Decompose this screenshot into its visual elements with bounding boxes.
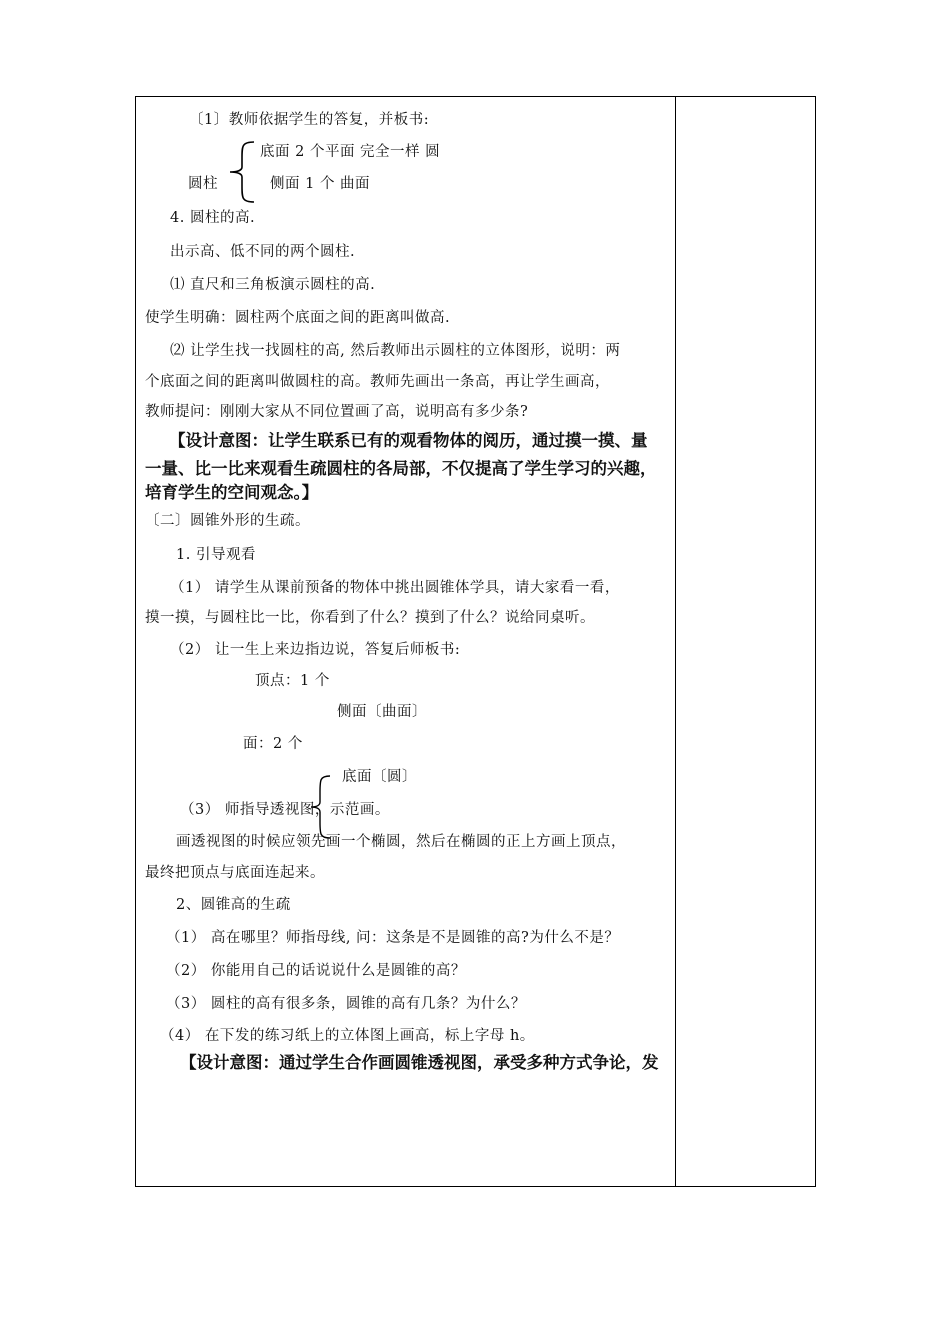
apex-line: 顶点：1 个	[255, 673, 330, 689]
face-line: 面：2 个	[243, 736, 303, 752]
text-line: 出示高、低不同的两个圆柱.	[170, 244, 356, 260]
left-brace-icon	[224, 140, 258, 204]
text-line: （1） 高在哪里？师指母线, 问：这条是不是圆锥的高?为什么不是？	[166, 930, 620, 946]
text-line: 个底面之间的距离叫做圆柱的高。教师先画出一条高，再让学生画高，	[145, 374, 610, 390]
section-heading: 4. 圆柱的高.	[170, 210, 256, 226]
section-heading: 〔二〕圆锥外形的生疏。	[145, 513, 310, 529]
cylinder-bottom-line: 底面 2 个平面 完全一样 圆	[260, 144, 441, 160]
text-line: 最终把顶点与底面连起来。	[145, 865, 325, 881]
design-intent-text: 【设计意图：通过学生合作画圆锥透视图，承受多种方式争论，发	[180, 1053, 659, 1072]
text-line: （4） 在下发的练习纸上的立体图上画高，标上字母 h。	[160, 1028, 535, 1044]
text-line: 画透视图的时候应领先画一个椭圆，然后在椭圆的正上方画上顶点，	[176, 834, 626, 850]
base-line: 底面〔圆〕	[342, 769, 417, 785]
cylinder-label: 圆柱	[188, 176, 218, 192]
text-line: （1） 请学生从课前预备的物体中挑出圆锥体学具，请大家看一看，	[170, 580, 620, 596]
board-note-line: 〔1〕教师依据学生的答复，并板书:	[189, 112, 430, 128]
section-heading: 2、圆锥高的生疏	[176, 897, 291, 913]
text-line: （3） 师指导透视图，示范画。	[180, 802, 390, 818]
text-line: 1. 引导观看	[176, 547, 256, 563]
cylinder-side-line: 侧面 1 个 曲面	[270, 176, 371, 192]
side-line: 侧面〔曲面〕	[337, 704, 427, 720]
text-line: （3） 圆柱的高有很多条，圆锥的高有几条？为什么？	[166, 996, 526, 1012]
text-line: （2） 你能用自己的话说说什么是圆锥的高？	[166, 963, 466, 979]
text-line: ⑴ 直尺和三角板演示圆柱的高.	[170, 277, 376, 293]
text-line: 使学生明确：圆柱两个底面之间的距离叫做高.	[145, 310, 451, 326]
design-intent-text: 一量、比一比来观看生疏圆柱的各局部，不仅提高了学生学习的兴趣，	[145, 459, 657, 478]
text-line: （2） 让一生上来边指边说，答复后师板书:	[170, 642, 461, 658]
design-intent-text: 培育学生的空间观念。】	[145, 483, 319, 502]
design-intent-text: 【设计意图：让学生联系已有的观看物体的阅历，通过摸一摸、量	[169, 431, 648, 450]
text-line: ⑵ 让学生找一找圆柱的高, 然后教师出示圆柱的立体图形，说明：两	[170, 343, 621, 359]
text-line: 摸一摸，与圆柱比一比，你看到了什么？摸到了什么？说给同桌听。	[145, 610, 595, 626]
text-line: 教师提问：刚刚大家从不同位置画了高，说明高有多少条?	[145, 404, 529, 420]
column-divider	[675, 96, 676, 1187]
